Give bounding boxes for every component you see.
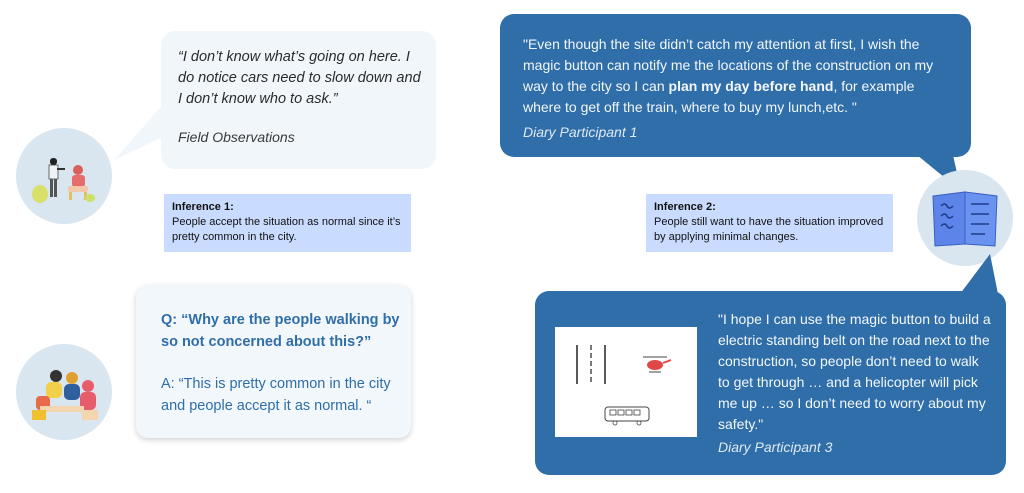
inference-2-text: People still want to have the situation improved by applying minimal changes. xyxy=(654,216,884,243)
qa-question: Q: “Why are the people walking by so not concerned about this?” xyxy=(161,312,400,350)
inference-2-box xyxy=(646,194,893,252)
diary-participant-1-bubble xyxy=(500,14,971,157)
diary-participant-1-quote xyxy=(523,34,955,118)
diary-sketch-image xyxy=(555,327,697,437)
diary-participant-1-quote-end: , for example where to get off the train, where to buy my lunch,etc. " xyxy=(523,78,915,115)
diary-participant-1-source: Diary Participant 1 xyxy=(523,124,638,140)
bubble-tail xyxy=(950,254,1000,296)
avatar-field-observation xyxy=(16,128,112,224)
people-talking-illustration xyxy=(16,128,112,224)
inference-1-title: Inference 1: xyxy=(172,201,234,213)
diary-participant-3-quote: "I hope I can use the magic button to build a electric standing belt on the road next to the construction, so people don’t need to walk to get through … and a helicopter will pick me up … so I don’t need to worry about my safety." xyxy=(718,311,991,432)
inference-2-title: Inference 2: xyxy=(654,201,716,213)
diary-participant-1-quote-emphasis: plan my day before hand xyxy=(668,78,834,94)
inference-1-box xyxy=(164,194,411,252)
field-observation-quote: “I don’t know what’s going on here. I do notice cars need to slow down and I don’t know who to ask.” xyxy=(178,49,421,107)
avatar-interview xyxy=(16,344,112,440)
field-observation-source: Field Observations xyxy=(178,129,295,145)
notebook-icon xyxy=(917,170,1013,266)
avatar-diary xyxy=(917,170,1013,266)
qa-bubble xyxy=(136,285,411,438)
helicopter-icon xyxy=(643,357,671,372)
diary-participant-3-source: Diary Participant 3 xyxy=(718,439,833,455)
group-discussion-illustration xyxy=(16,344,112,440)
field-observation-bubble xyxy=(161,31,436,169)
qa-answer: A: “This is pretty common in the city and people accept it as normal. “ xyxy=(161,376,391,414)
diary-participant-1-quote-start: "Even though the site didn’t catch my attention at first, I wish the magic button can notify me the locations of the construction on my way to the city so I can xyxy=(523,36,934,94)
diary-participant-3-bubble xyxy=(535,291,1006,475)
inference-1-text: People accept the situation as normal since it’s pretty common in the city. xyxy=(172,216,401,243)
bubble-tail xyxy=(112,95,167,165)
tram-icon xyxy=(605,407,649,425)
